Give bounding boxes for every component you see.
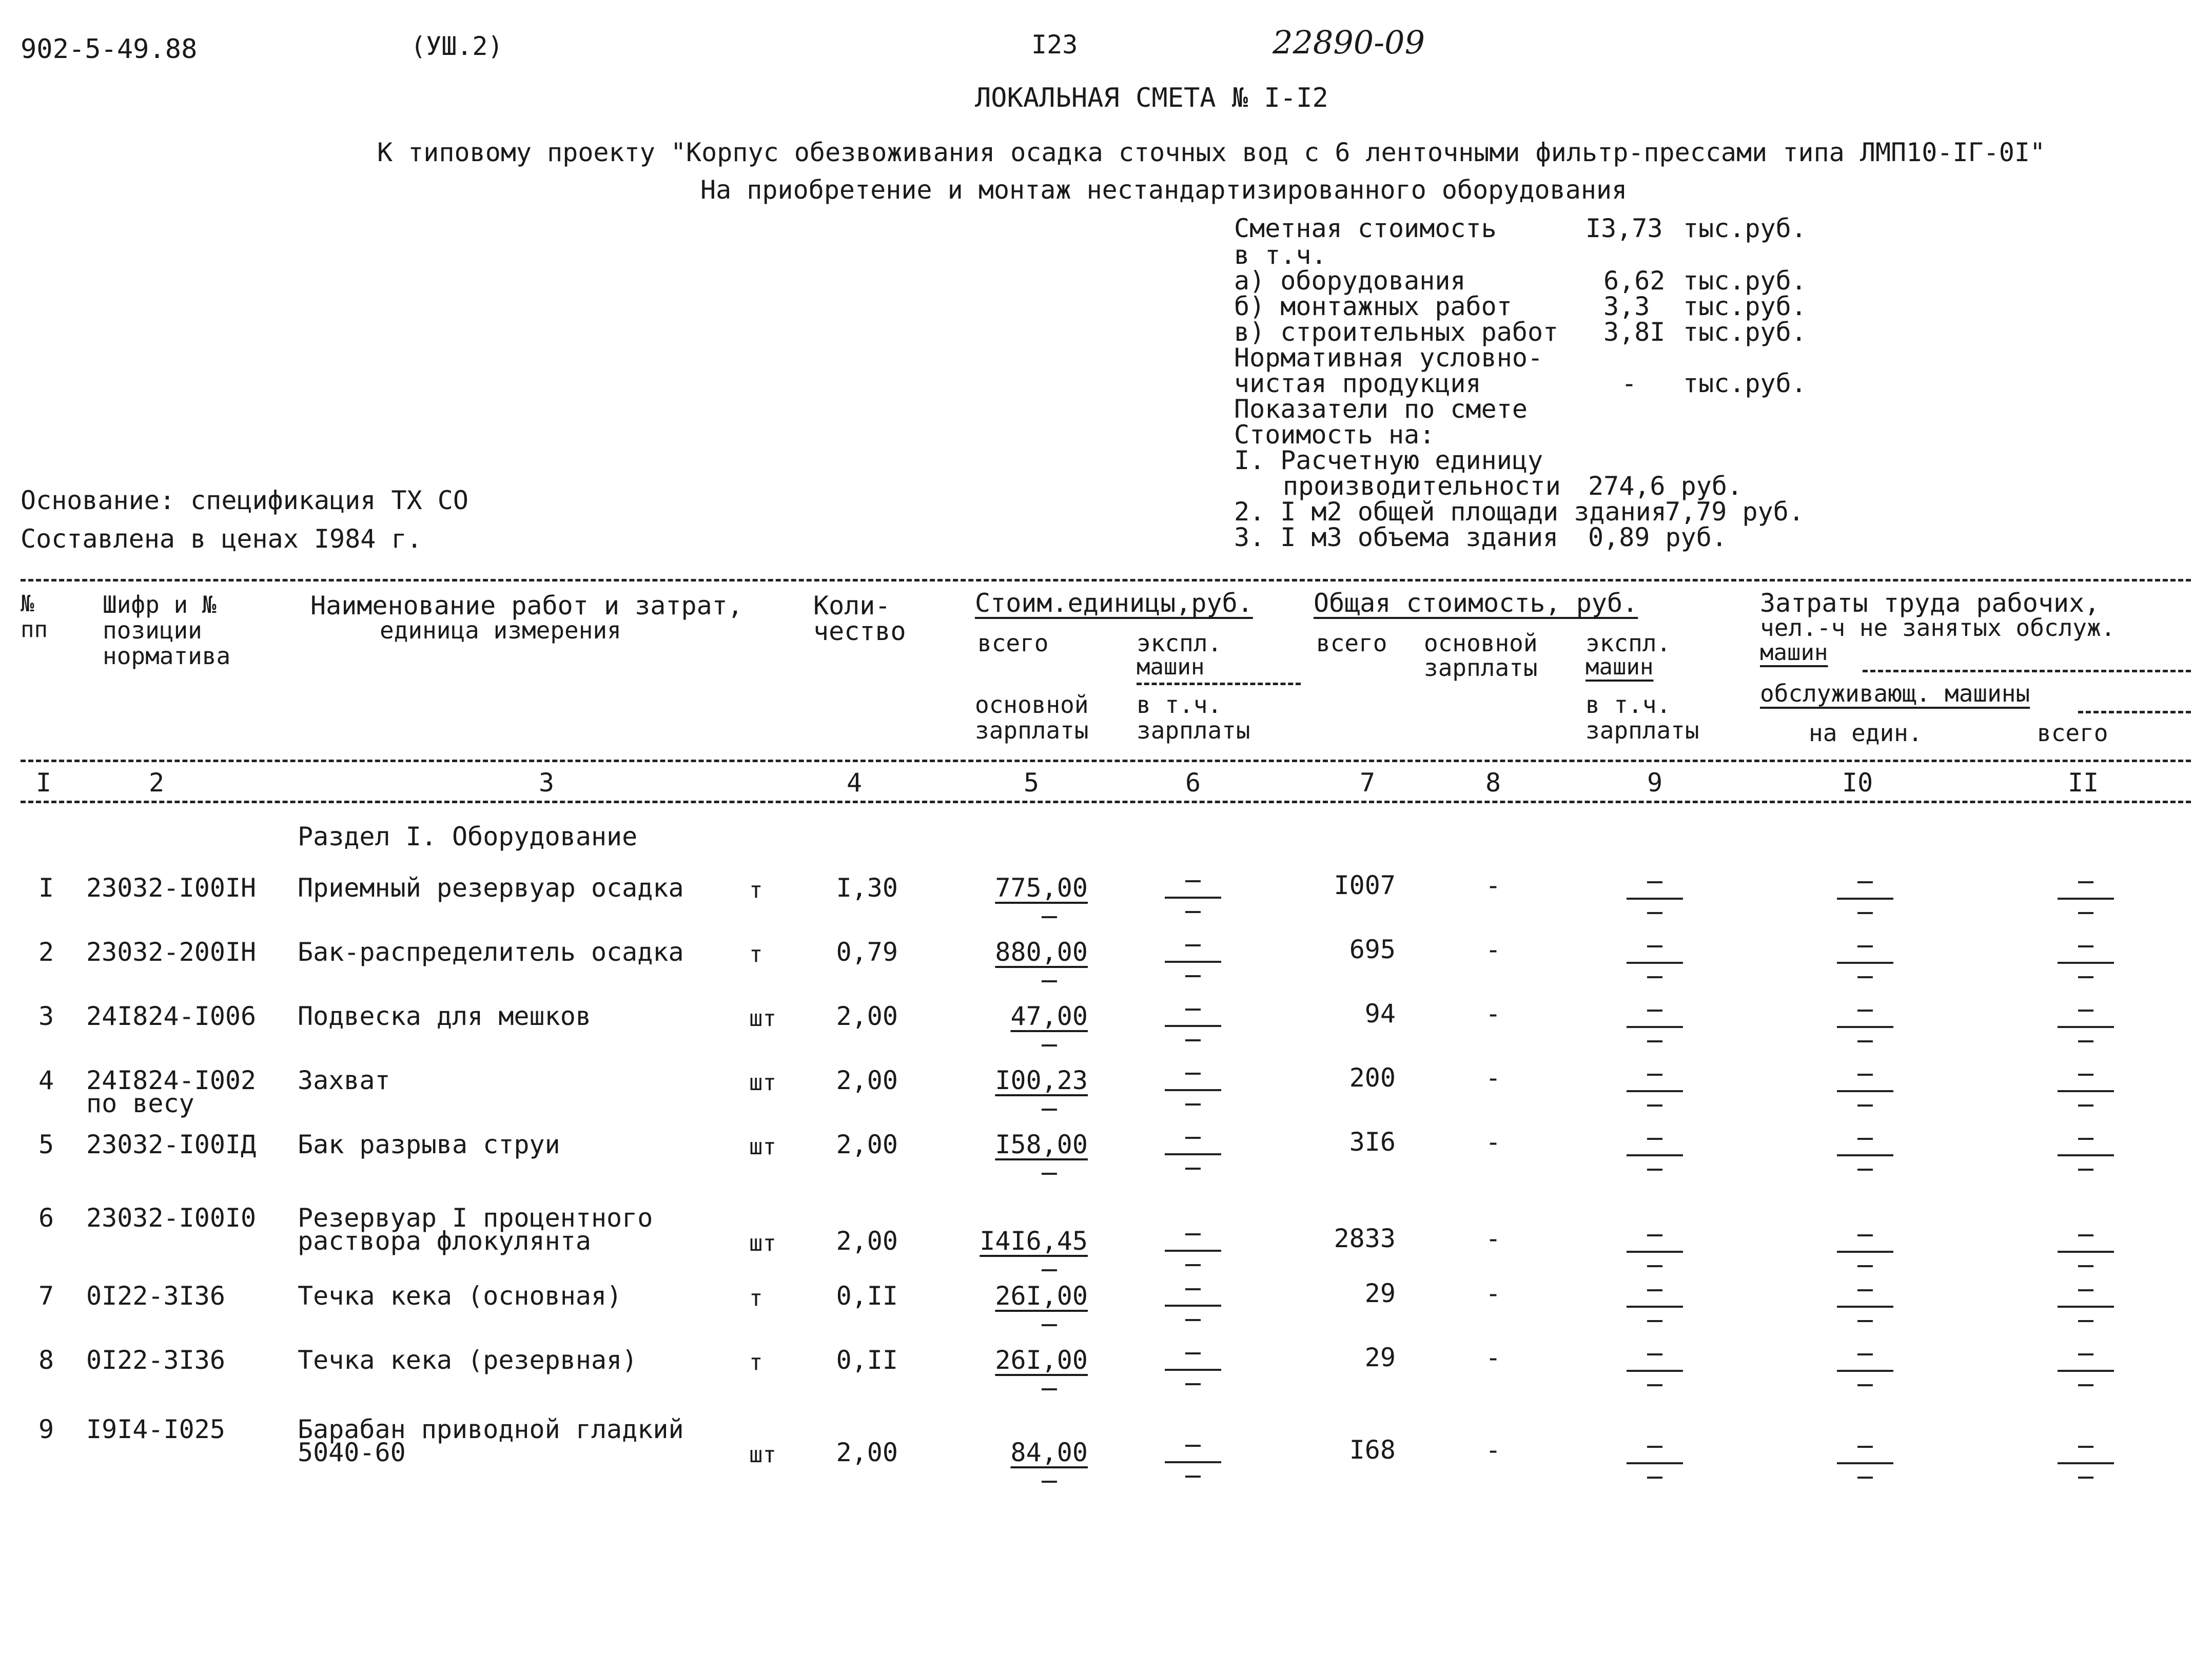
empty-value-mark [1165, 1445, 1221, 1481]
empty-value-mark [1165, 1288, 1221, 1324]
row-wage: - [1485, 1127, 1501, 1157]
total-mach-head-1: экспл. [1585, 629, 1671, 657]
col-number-11: II [2068, 768, 2099, 798]
row-name: Приемный резервуар осадка [298, 873, 684, 903]
row-quantity: 0,79 [836, 937, 898, 967]
row-number: I [38, 873, 54, 903]
numbers-top-rule [21, 760, 2191, 762]
row-name: Барабан приводной гладкий [298, 1414, 684, 1444]
row-unit-price: 26I,00 [995, 1345, 1088, 1375]
row-number: 7 [38, 1281, 54, 1311]
labor-rule-1 [1863, 670, 2191, 672]
numbers-bottom-rule [21, 801, 2191, 803]
row-unit-price: 84,00 [1010, 1438, 1088, 1467]
estimate-purpose: На приобретение и монтаж нестандартизированного оборудования [700, 175, 1628, 205]
indicators-label: Показатели по смете [1234, 394, 1528, 424]
row-unit-price: I00,23 [995, 1065, 1088, 1095]
row-quantity: I,30 [836, 873, 898, 903]
cost-label: Сметная стоимость [1234, 214, 1497, 243]
indicator-1-label: I. Расчетную единицу [1234, 445, 1543, 475]
row-name: Захват [298, 1065, 390, 1095]
inventory-stamp: 22890-09 [1273, 24, 1425, 61]
col-number-1: I [36, 768, 52, 798]
col2-head-3: норматива [103, 642, 231, 670]
col-number-8: 8 [1485, 768, 1501, 798]
row-number: 5 [38, 1130, 54, 1159]
price-wage-dash [1042, 1109, 1057, 1111]
row-unit: т [749, 877, 763, 903]
empty-value-mark [1165, 1073, 1221, 1109]
row-total-cost: 2833 [1334, 1224, 1396, 1253]
equipment-unit: тыс.руб. [1683, 266, 1807, 296]
total-incl-head-2: зарплаты [1585, 716, 1699, 744]
labor-head-2: чел.-ч не занятых обслуж. [1760, 614, 2116, 642]
row-wage: - [1485, 935, 1501, 964]
all-head: всего [2037, 719, 2108, 747]
empty-value-mark [2058, 945, 2114, 981]
empty-value-mark [2058, 1289, 2114, 1325]
row-code: 23032-I00IН [86, 873, 257, 903]
row-name: Бак-распределитель осадка [298, 937, 684, 967]
price-wage-dash [1042, 1388, 1057, 1390]
project-subtitle: К типовому проекту "Корпус обезвоживания осадка сточных вод с 6 ленточными фильтр-прессами типа ЛМП10-IГ-0I" [377, 138, 2046, 167]
col-number-10: I0 [1842, 768, 1873, 798]
price-wage-dash [1042, 1044, 1057, 1046]
price-wage-dash [1042, 916, 1057, 918]
equipment-label: а) оборудования [1234, 266, 1466, 296]
col4-head-1: Коли- [813, 591, 891, 621]
section-title: Раздел I. Оборудование [298, 822, 638, 851]
col-number-3: 3 [539, 768, 555, 798]
price-wage-dash [1042, 1173, 1057, 1175]
installation-value: 3,3 [1603, 292, 1650, 321]
row-number: 9 [38, 1414, 54, 1444]
empty-value-mark [2058, 1074, 2114, 1110]
equipment-value: 6,62 [1603, 266, 1666, 296]
cost-unit: тыс.руб. [1683, 214, 1807, 243]
row-wage: - [1485, 1063, 1501, 1093]
empty-value-mark [1165, 1233, 1221, 1269]
row-unit: шт [749, 1442, 776, 1468]
labor-rule-2 [2078, 711, 2191, 713]
row-number: 8 [38, 1345, 54, 1375]
row-total-cost: 94 [1364, 999, 1396, 1029]
total-incl-head-1: в т.ч. [1585, 691, 1671, 719]
norm-unit: тыс.руб. [1683, 369, 1807, 398]
row-unit-price: 47,00 [1010, 1001, 1088, 1031]
installation-unit: тыс.руб. [1683, 292, 1807, 321]
norm-value: - [1621, 369, 1637, 398]
row-number: 4 [38, 1065, 54, 1095]
unit-mach-head-1: экспл. [1137, 629, 1222, 657]
col-number-4: 4 [847, 768, 863, 798]
empty-value-mark [1165, 1009, 1221, 1044]
row-quantity: 0,II [836, 1345, 898, 1375]
empty-value-mark [1627, 1353, 1683, 1389]
empty-value-mark [1627, 1289, 1683, 1325]
unit-mach-head-2: машин [1137, 654, 1205, 680]
price-wage-dash [1042, 1481, 1057, 1483]
row-wage: - [1485, 1278, 1501, 1308]
col-number-9: 9 [1647, 768, 1663, 798]
unit-wage-head-1: основной [975, 691, 1089, 719]
unit-total-head: всего [977, 629, 1049, 657]
row-code: 0I22-3I36 [86, 1281, 225, 1311]
price-base-line: Составлена в ценах I984 г. [21, 524, 422, 554]
serving-head: обслуживающ. машины [1760, 680, 2030, 707]
page-number: I23 [1031, 30, 1078, 60]
row-total-cost: 29 [1364, 1278, 1396, 1308]
empty-value-mark [1627, 1234, 1683, 1270]
row-unit: т [749, 941, 763, 967]
empty-value-mark [1165, 880, 1221, 916]
row-name: Подвеска для мешков [298, 1001, 591, 1031]
total-wage-head-1: основной [1424, 629, 1538, 657]
row-unit: т [749, 1349, 763, 1375]
empty-value-mark [1165, 944, 1221, 980]
empty-value-mark [2058, 1446, 2114, 1482]
empty-value-mark [1837, 1289, 1893, 1325]
empty-value-mark [1627, 945, 1683, 981]
norm-label-1: Нормативная условно- [1234, 343, 1543, 373]
row-total-cost: 3I6 [1349, 1127, 1396, 1157]
construction-label: в) строительных работ [1234, 317, 1559, 347]
document-code: 902-5-49.88 [21, 34, 198, 65]
row-unit: шт [749, 1134, 776, 1160]
row-unit-price: 775,00 [995, 873, 1088, 903]
empty-value-mark [1837, 1138, 1893, 1174]
row-code: I9I4-I025 [86, 1414, 225, 1444]
header-top-rule [21, 579, 2191, 581]
row-name-2: раствора флокулянта [298, 1226, 591, 1256]
indicator-3-value: 0,89 руб. [1588, 522, 1727, 552]
indicator-3-label: 3. I м3 объема здания [1234, 522, 1559, 552]
row-unit-price: I58,00 [995, 1130, 1088, 1159]
empty-value-mark [2058, 1234, 2114, 1270]
unit-mach-rule [1137, 683, 1301, 685]
row-quantity: 2,00 [836, 1226, 898, 1256]
total-mach-head-2: машин [1585, 654, 1654, 680]
row-code: 23032-200IН [86, 937, 257, 967]
row-quantity: 2,00 [836, 1438, 898, 1467]
row-wage: - [1485, 870, 1501, 900]
col-number-6: 6 [1185, 768, 1201, 798]
empty-value-mark [1627, 1138, 1683, 1174]
row-unit-price: 880,00 [995, 937, 1088, 967]
empty-value-mark [1627, 1074, 1683, 1110]
empty-value-mark [1837, 1074, 1893, 1110]
row-unit: шт [749, 1070, 776, 1096]
row-unit-price: 26I,00 [995, 1281, 1088, 1311]
per-unit-head: на един. [1809, 719, 1923, 747]
row-wage: - [1485, 1343, 1501, 1372]
row-code-note: по весу [86, 1089, 194, 1118]
empty-value-mark [1165, 1137, 1221, 1173]
row-unit: шт [749, 1230, 776, 1256]
row-wage: - [1485, 1435, 1501, 1465]
total-wage-head-2: зарплаты [1424, 654, 1538, 682]
unit-incl-head-2: зарплаты [1137, 716, 1250, 744]
row-name: Течка кека (резервная) [298, 1345, 638, 1375]
row-wage: - [1485, 1224, 1501, 1253]
row-number: 6 [38, 1203, 54, 1233]
row-code: 0I22-3I36 [86, 1345, 225, 1375]
row-unit-price: I4I6,45 [980, 1226, 1088, 1256]
empty-value-mark [1837, 1446, 1893, 1482]
row-name-2: 5040-60 [298, 1438, 406, 1467]
col3-head-2: единица измерения [380, 616, 621, 644]
empty-value-mark [2058, 1138, 2114, 1174]
installation-label: б) монтажных работ [1234, 292, 1512, 321]
empty-value-mark [1165, 1352, 1221, 1388]
indicator-2-label: 2. I м2 общей площади здания [1234, 497, 1667, 527]
empty-value-mark [1837, 1010, 1893, 1045]
row-name: Течка кека (основная) [298, 1281, 622, 1311]
row-total-cost: 200 [1349, 1063, 1396, 1093]
incl-label: в т.ч. [1234, 240, 1327, 270]
album-number: (УШ.2) [410, 31, 503, 61]
basis-line: Основание: спецификация ТХ СО [21, 486, 468, 515]
row-quantity: 2,00 [836, 1130, 898, 1159]
unit-incl-head-1: в т.ч. [1137, 691, 1222, 719]
cost-value: I3,73 [1585, 214, 1663, 243]
norm-label-2: чистая продукция [1234, 369, 1481, 398]
row-quantity: 2,00 [836, 1065, 898, 1095]
empty-value-mark [1837, 1234, 1893, 1270]
row-name: Резервуар I процентного [298, 1203, 653, 1233]
construction-unit: тыс.руб. [1683, 317, 1807, 347]
price-wage-dash [1042, 1324, 1057, 1326]
empty-value-mark [2058, 1010, 2114, 1045]
row-total-cost: 29 [1364, 1343, 1396, 1372]
construction-value: 3,8I [1603, 317, 1666, 347]
row-name: Бак разрыва струи [298, 1130, 560, 1159]
cost-on-label: Стоимость на: [1234, 420, 1435, 450]
row-total-cost: I007 [1334, 870, 1396, 900]
row-unit: т [749, 1285, 763, 1311]
row-code: 24I824-I006 [86, 1001, 257, 1031]
col2-head-1: Шифр и № [103, 591, 217, 618]
row-number: 3 [38, 1001, 54, 1031]
col3-head-1: Наименование работ и затрат, [310, 591, 743, 621]
empty-value-mark [1837, 1353, 1893, 1389]
empty-value-mark [1627, 1446, 1683, 1482]
empty-value-mark [1837, 881, 1893, 917]
indicator-1-label-2: производительности [1283, 471, 1561, 501]
row-quantity: 2,00 [836, 1001, 898, 1031]
col-number-2: 2 [149, 768, 165, 798]
col4-head-2: чество [813, 616, 906, 646]
row-quantity: 0,II [836, 1281, 898, 1311]
col1-head-1: № [21, 591, 34, 617]
total-cost-head: Общая стоимость, руб. [1314, 588, 1638, 618]
labor-head-1: Затраты труда рабочих, [1760, 588, 2100, 618]
indicator-1-value: 274,6 руб. [1588, 471, 1743, 501]
unit-cost-head: Стоим.единицы,руб. [975, 588, 1253, 618]
col1-head-2: пп [21, 616, 48, 643]
price-wage-dash [1042, 980, 1057, 982]
empty-value-mark [1627, 881, 1683, 917]
indicator-2-value: 7,79 руб. [1665, 497, 1804, 527]
row-total-cost: 695 [1349, 935, 1396, 964]
unit-wage-head-2: зарплаты [975, 716, 1089, 744]
total-all-head: всего [1316, 629, 1387, 657]
empty-value-mark [1837, 945, 1893, 981]
price-wage-dash [1042, 1269, 1057, 1271]
estimate-title: ЛОКАЛЬНАЯ СМЕТА № I-I2 [975, 83, 1328, 113]
col2-head-2: позиции [103, 616, 202, 644]
row-code: 23032-I00IД [86, 1130, 257, 1159]
col-number-7: 7 [1360, 768, 1376, 798]
row-code: 23032-I00I0 [86, 1203, 257, 1233]
row-unit: шт [749, 1005, 776, 1032]
empty-value-mark [2058, 881, 2114, 917]
row-wage: - [1485, 999, 1501, 1029]
row-code: 24I824-I002 [86, 1065, 257, 1095]
empty-value-mark [2058, 1353, 2114, 1389]
empty-value-mark [1627, 1010, 1683, 1045]
labor-head-3: машин [1760, 639, 1828, 666]
row-number: 2 [38, 937, 54, 967]
col-number-5: 5 [1024, 768, 1040, 798]
row-total-cost: I68 [1349, 1435, 1396, 1465]
